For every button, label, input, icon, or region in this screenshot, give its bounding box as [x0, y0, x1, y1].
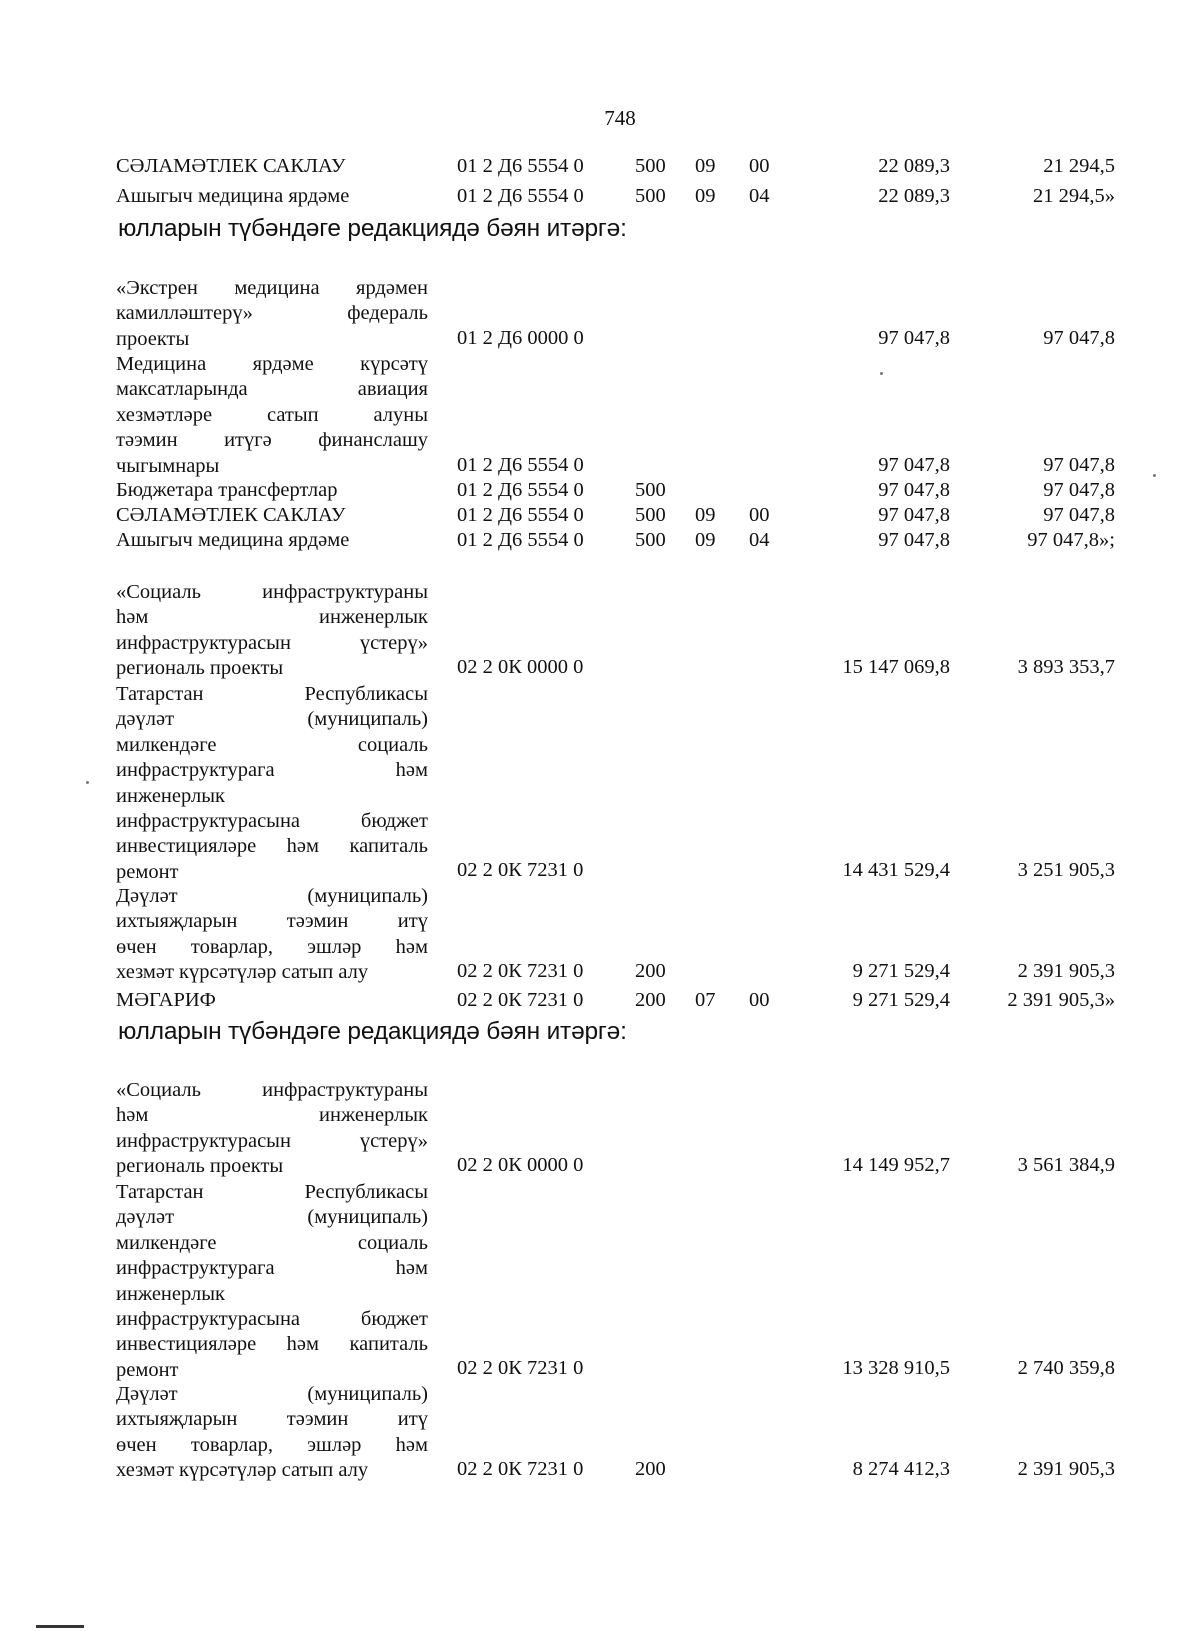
desc-line: Татарстан Республикасы	[116, 683, 428, 705]
row-amount-1: 97 047,8	[878, 479, 950, 501]
desc-line: Дәүләт (муниципаль)	[116, 1383, 428, 1405]
scan-speck	[1153, 474, 1156, 477]
row-code: 01 2 Д6 5554 0	[457, 155, 584, 177]
desc-line: региональ проекты	[116, 657, 284, 680]
row-code: 02 2 0К 7231 0	[457, 989, 584, 1011]
desc-line: ремонт	[116, 860, 179, 883]
row-amount-1: 97 047,8	[878, 504, 950, 526]
table-row	[0, 1357, 1200, 1382]
desc-line: дәүләт (муниципаль)	[116, 1206, 428, 1229]
table-row	[0, 1458, 1200, 1483]
row-rz: 09	[695, 529, 716, 551]
desc-line: Медицина ярдәме күрсәтү	[116, 353, 428, 375]
desc-line: өчен товарлар, эшләр һәм	[116, 1433, 428, 1456]
row-name: Бюджетара трансфертлар	[116, 479, 338, 501]
row-code: 02 2 0К 7231 0	[457, 960, 584, 982]
desc-line: ихтыяҗларын тәэмин итү	[116, 1408, 428, 1431]
row-code: 01 2 Д6 5554 0	[457, 185, 584, 207]
desc-line: чыгымнары	[116, 454, 220, 477]
desc-line: ремонт	[116, 1358, 179, 1381]
row-amount-2: 3 561 384,9	[1017, 1154, 1115, 1176]
table-row	[0, 155, 1200, 180]
row-vr: 500	[635, 504, 666, 526]
desc-line: дәүләт (муниципаль)	[116, 708, 428, 731]
row-rz: 09	[695, 155, 716, 177]
row-amount-1: 97 047,8	[878, 529, 950, 551]
row-code: 01 2 Д6 5554 0	[457, 504, 584, 526]
row-amount-1: 8 274 412,3	[852, 1458, 950, 1480]
desc-line: ихтыяҗларын тәэмин итү	[116, 910, 428, 933]
desc-line: инвестицияләре һәм капиталь	[116, 1333, 428, 1356]
desc-line: «Экстрен медицина ярдәмен	[116, 277, 428, 299]
row-amount-1: 97 047,8	[878, 454, 950, 476]
row-amount-2: 21 294,5	[1043, 155, 1115, 177]
desc-line: һәм инженерлык	[116, 1104, 428, 1127]
row-code: 02 2 0К 7231 0	[457, 1458, 584, 1480]
row-rz: 07	[695, 989, 716, 1011]
desc-line: инженерлык	[116, 784, 225, 807]
desc-line: хезмәтләре сатып алуны	[116, 403, 428, 426]
row-name: Ашыгыч медицина ярдәме	[116, 185, 350, 207]
instruction-text: юлларын түбәндәге редакциядә бәян итәргә:	[118, 215, 627, 242]
desc-line: милкендәге социаль	[116, 1231, 428, 1254]
desc-line: инфраструктурага һәм	[116, 1257, 428, 1280]
desc-line: һәм инженерлык	[116, 606, 428, 629]
desc-line: «Социаль инфраструктураны	[116, 581, 428, 603]
row-pr: 00	[749, 504, 770, 526]
desc-line: инфраструктурасын үстерү»	[116, 1129, 428, 1152]
table-row	[0, 454, 1200, 479]
table-row	[0, 529, 1200, 554]
table-row	[0, 859, 1200, 884]
row-pr: 00	[749, 155, 770, 177]
row-amount-2: 21 294,5»	[1033, 185, 1115, 207]
table-row	[0, 479, 1200, 504]
row-vr: 200	[635, 960, 666, 982]
row-code: 01 2 Д6 5554 0	[457, 454, 584, 476]
table-row	[0, 960, 1200, 985]
desc-line: тәэмин итүгә финанслашу	[116, 429, 428, 452]
row-name: СӘЛАМӘТЛЕК САКЛАУ	[116, 504, 346, 526]
row-amount-1: 22 089,3	[878, 185, 950, 207]
row-code: 01 2 Д6 5554 0	[457, 529, 584, 551]
page-number: 748	[604, 106, 636, 130]
desc-line: өчен товарлар, эшләр һәм	[116, 935, 428, 958]
desc-line: Дәүләт (муниципаль)	[116, 885, 428, 907]
row-amount-2: 2 740 359,8	[1017, 1357, 1115, 1379]
row-code: 02 2 0К 0000 0	[457, 1154, 584, 1176]
row-amount-2: 3 893 353,7	[1017, 656, 1115, 678]
row-pr: 00	[749, 989, 770, 1011]
row-name: СӘЛАМӘТЛЕК САКЛАУ	[116, 155, 346, 177]
item-description	[116, 1180, 428, 1383]
row-code: 02 2 0К 7231 0	[457, 859, 584, 881]
row-vr: 500	[635, 185, 666, 207]
row-amount-1: 15 147 069,8	[842, 656, 950, 678]
desc-line: проекты	[116, 327, 190, 350]
desc-line: инфраструктурага һәм	[116, 759, 428, 782]
row-amount-2: 97 047,8	[1043, 327, 1115, 349]
row-code: 01 2 Д6 5554 0	[457, 479, 584, 501]
scan-speck	[880, 372, 883, 375]
row-amount-2: 3 251 905,3	[1017, 859, 1115, 881]
row-amount-1: 9 271 529,4	[852, 960, 950, 982]
desc-line: хезмәт күрсәтүләр сатып алу	[116, 961, 369, 984]
desc-line: инвестицияләре һәм капиталь	[116, 835, 428, 858]
row-amount-2: 97 047,8	[1043, 454, 1115, 476]
table-row	[0, 185, 1200, 210]
desc-line: Татарстан Республикасы	[116, 1181, 428, 1203]
row-amount-1: 14 431 529,4	[842, 859, 950, 881]
row-pr: 04	[749, 529, 770, 551]
row-amount-1: 13 328 910,5	[842, 1357, 950, 1379]
desc-line: максатларында авиация	[116, 378, 428, 401]
row-amount-1: 97 047,8	[878, 327, 950, 349]
row-code: 02 2 0К 0000 0	[457, 656, 584, 678]
row-amount-2: 2 391 905,3	[1017, 1458, 1115, 1480]
desc-line: хезмәт күрсәтүләр сатып алу	[116, 1459, 369, 1482]
row-code: 02 2 0К 7231 0	[457, 1357, 584, 1379]
table-row	[0, 504, 1200, 529]
scan-speck	[86, 781, 89, 784]
table-row	[0, 327, 1200, 352]
table-row	[0, 656, 1200, 681]
row-code: 01 2 Д6 0000 0	[457, 327, 584, 349]
row-vr: 500	[635, 479, 666, 501]
row-vr: 500	[635, 155, 666, 177]
row-amount-1: 9 271 529,4	[852, 989, 950, 1011]
row-name: МӘГАРИФ	[116, 989, 216, 1011]
row-amount-2: 97 047,8	[1043, 479, 1115, 501]
row-vr: 200	[635, 1458, 666, 1480]
desc-line: камилләштерү» федераль	[116, 302, 428, 325]
row-amount-2: 2 391 905,3	[1017, 960, 1115, 982]
row-vr: 200	[635, 989, 666, 1011]
row-amount-1: 22 089,3	[878, 155, 950, 177]
desc-line: инфраструктурасын үстерү»	[116, 631, 428, 654]
row-rz: 09	[695, 185, 716, 207]
page-edge-mark	[36, 1625, 84, 1628]
desc-line: «Социаль инфраструктураны	[116, 1079, 428, 1101]
desc-line: милкендәге социаль	[116, 733, 428, 756]
row-amount-2: 97 047,8»;	[1027, 529, 1115, 551]
desc-line: региональ проекты	[116, 1155, 284, 1178]
row-amount-1: 14 149 952,7	[842, 1154, 950, 1176]
row-vr: 500	[635, 529, 666, 551]
row-name: Ашыгыч медицина ярдәме	[116, 529, 350, 551]
desc-line: инфраструктурасына бюджет	[116, 1308, 428, 1331]
table-row	[0, 1154, 1200, 1179]
instruction-text: юлларын түбәндәге редакциядә бәян итәргә:	[118, 1018, 627, 1045]
desc-line: инженерлык	[116, 1282, 225, 1305]
row-amount-2: 2 391 905,3»	[1007, 989, 1115, 1011]
table-row	[0, 989, 1200, 1014]
row-rz: 09	[695, 504, 716, 526]
item-description	[116, 682, 428, 885]
row-amount-2: 97 047,8	[1043, 504, 1115, 526]
desc-line: инфраструктурасына бюджет	[116, 810, 428, 833]
row-pr: 04	[749, 185, 770, 207]
